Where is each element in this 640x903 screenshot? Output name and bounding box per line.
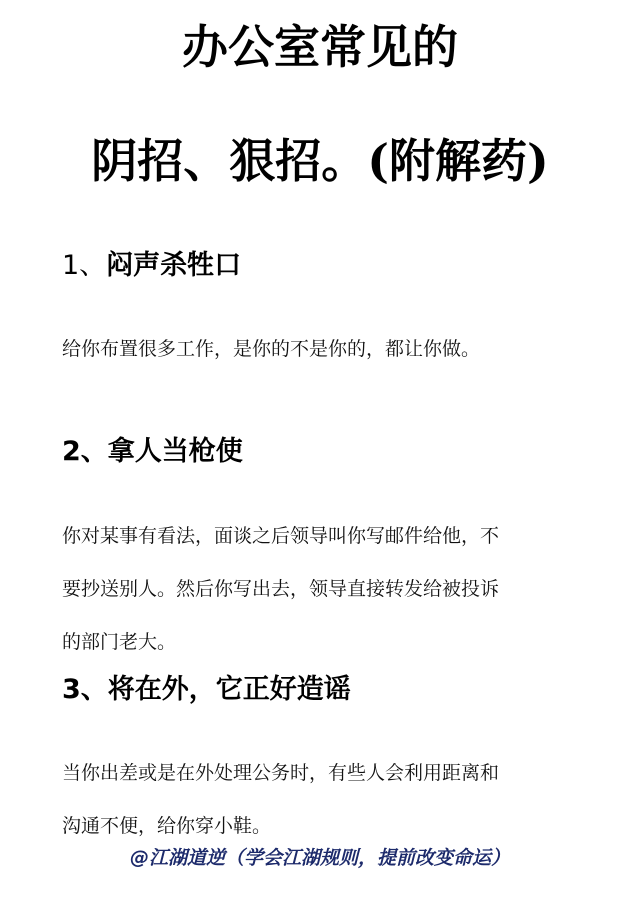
paragraph-line: 要抄送别人。然后你写出去，领导直接转发给被投诉 [62,578,500,600]
section-number: 3、 [62,674,108,705]
section-title: 拿人当枪使 [107,436,243,467]
paragraph-line: 当你出差或是在外处理公务时，有些人会利用距离和 [62,762,500,784]
footer-signature: @江湖道逆（学会江湖规则，提前改变命运） [129,847,510,869]
section-number: 2、 [62,436,108,467]
paragraph-line: 你对某事有看法，面谈之后领导叫你写邮件给他，不 [62,525,500,547]
section-heading-3 [62,670,351,710]
paragraph-line: 沟通不便，给你穿小鞋。 [62,815,272,837]
section-body-2 [62,510,582,669]
section-body-1 [62,336,582,362]
section-number: 1、 [62,250,107,281]
paragraph-line: 给你布置很多工作，是你的不是你的，都让你做。 [62,338,481,360]
paragraph-line: 的部门老大。 [62,631,177,653]
section-heading-2 [62,432,243,472]
page-title-line-2: 阴招、狠招。(附解药) [91,134,549,188]
section-body-3 [62,747,582,853]
section-heading-1 [62,246,241,286]
section-title: 闷声杀牲口 [106,250,242,281]
page-title-line-1: 办公室常见的 [182,20,458,74]
section-title: 将在外，它正好造谣 [107,674,351,705]
